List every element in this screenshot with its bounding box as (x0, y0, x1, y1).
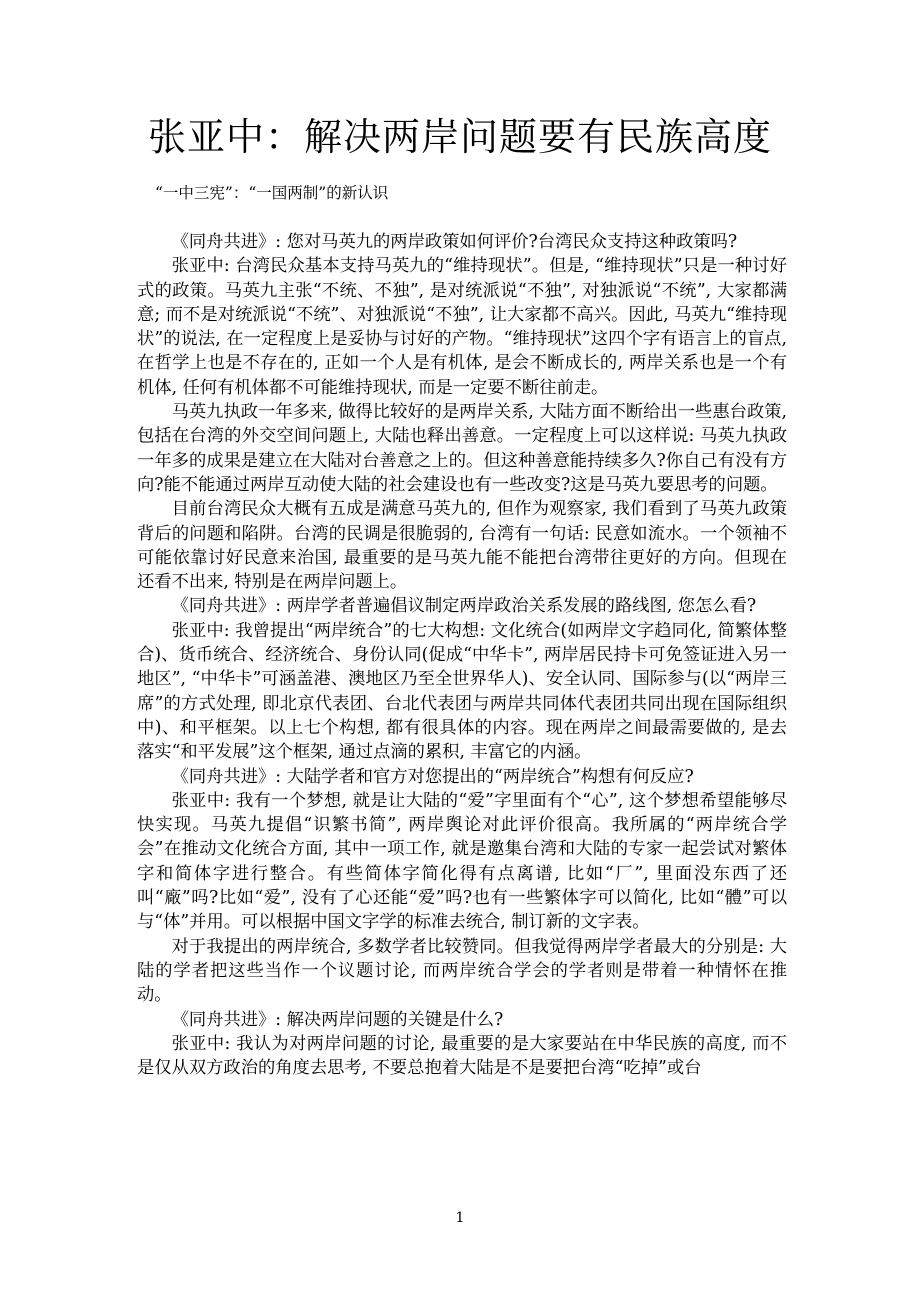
paragraph: 张亚中: 我曾提出“两岸统合”的七大构想: 文化统合(如两岸文字趋同化, 简繁体整合)、货币统合、经济统合、身份认同(促成“中华卡”, 两岸居民持卡可免签证进入另一地区”, “中华卡”可涵盖港、澳地区乃至全世界华人)、安全认同、国际参与(以“两岸三席”的方式处理, 即北京代表团、台北代表团与两岸共同体代表团共同出现在国际组织中)、和平框架。以上七个构想, 都有很具体的内容。现在两岸之间最需要做的, 是去落实“和平发展”这个框架, 通过点滴的累积, 丰富它的内涵。 (137, 620, 787, 763)
page-title: 张亚中：解决两岸问题要有民族高度 (147, 115, 772, 159)
paragraph: 张亚中: 台湾民众基本支持马英九的“维持现状”。但是, “维持现状”只是一种讨好式的政策。马英九主张“不统、不独”, 是对统派说“不独”, 对独派说“不统”, 大家都满意; 而不是对统派说“不统”、对独派说“不独”, 让大家都不高兴。因此, 马英九“维持现状”的说法, 在一定程度上是妥协与讨好的产物。“维持现状”这四个字有语言上的盲点, 在哲学上也是不存在的, 正如一个人是有机体, 是会不断成长的, 两岸关系也是一个有机体, 任何有机体都不可能维持现状, 而是一定要不断往前走。 (137, 256, 787, 398)
paragraph: 《同舟共进》: 您对马英九的两岸政策如何评价?台湾民众支持这种政策吗? (171, 232, 738, 252)
section-subtitle: “一中三宪”：“一国两制”的新认识 (155, 184, 389, 202)
page-number: 1 (455, 1210, 465, 1226)
paragraph: 《同舟共进》: 解决两岸问题的关键是什么? (171, 1009, 504, 1030)
paragraph: 张亚中: 我认为对两岸问题的讨论, 最重要的是大家要站在中华民族的高度, 而不是仅从双方政治的角度去思考, 不要总抱着大陆是不是要把台湾“吃掉”或台 (137, 1033, 787, 1079)
paragraph: 张亚中: 我有一个梦想, 就是让大陆的“爱”字里面有个“心”, 这个梦想希望能够尽快实现。马英九提倡“识繁书简”, 两岸舆论对此评价很高。我所属的“两岸统合学会”在推动文化统合方面, 其中一项工作, 就是邀集台湾和大陆的专家一起尝试对繁体字和简体字进行整合。有些简体字简化得有点离谱, 比如“厂”, 里面没东西了还叫“廠”吗?比如“爱”, 没有了心还能“爱”吗?也有一些繁体字可以简化, 比如“體”可以与“体”并用。可以根据中国文字学的标准去统合, 制订新的文字表。 (137, 790, 787, 933)
paragraph: 对于我提出的两岸统合, 多数学者比较赞同。但我觉得两岸学者最大的分别是: 大陆的学者把这些当作一个议题讨论, 而两岸统合学会的学者则是带着一种情怀在推动。 (137, 936, 787, 1006)
paragraph: 《同舟共进》: 大陆学者和官方对您提出的“两岸统合”构想有何反应? (171, 766, 694, 787)
paragraph: 目前台湾民众大概有五成是满意马英九的, 但作为观察家, 我们看到了马英九政策背后的问题和陷阱。台湾的民调是很脆弱的, 台湾有一句话: 民意如流水。一个领袖不可能依靠讨好民意来治国, 最重要的是马英九能不能把台湾带往更好的方向。但现在还看不出来, 特别是在两岸问题上。 (137, 499, 787, 593)
paragraph: 《同舟共进》: 两岸学者普遍倡议制定两岸政治关系发展的路线图, 您怎么看? (171, 596, 757, 617)
article-body (137, 230, 787, 1080)
paragraph: 马英九执政一年多来, 做得比较好的是两岸关系, 大陆方面不断给出一些惠台政策, 包括在台湾的外交空间问题上, 大陆也释出善意。一定程度上可以这样说: 马英九执政一年多的成果是建立在大陆对台善意之上的。但这种善意能持续多久?你自己有没有方向?能不能通过两岸互动使大陆的社会建设也有一些改变?这是马英九要思考的问题。 (137, 402, 787, 495)
